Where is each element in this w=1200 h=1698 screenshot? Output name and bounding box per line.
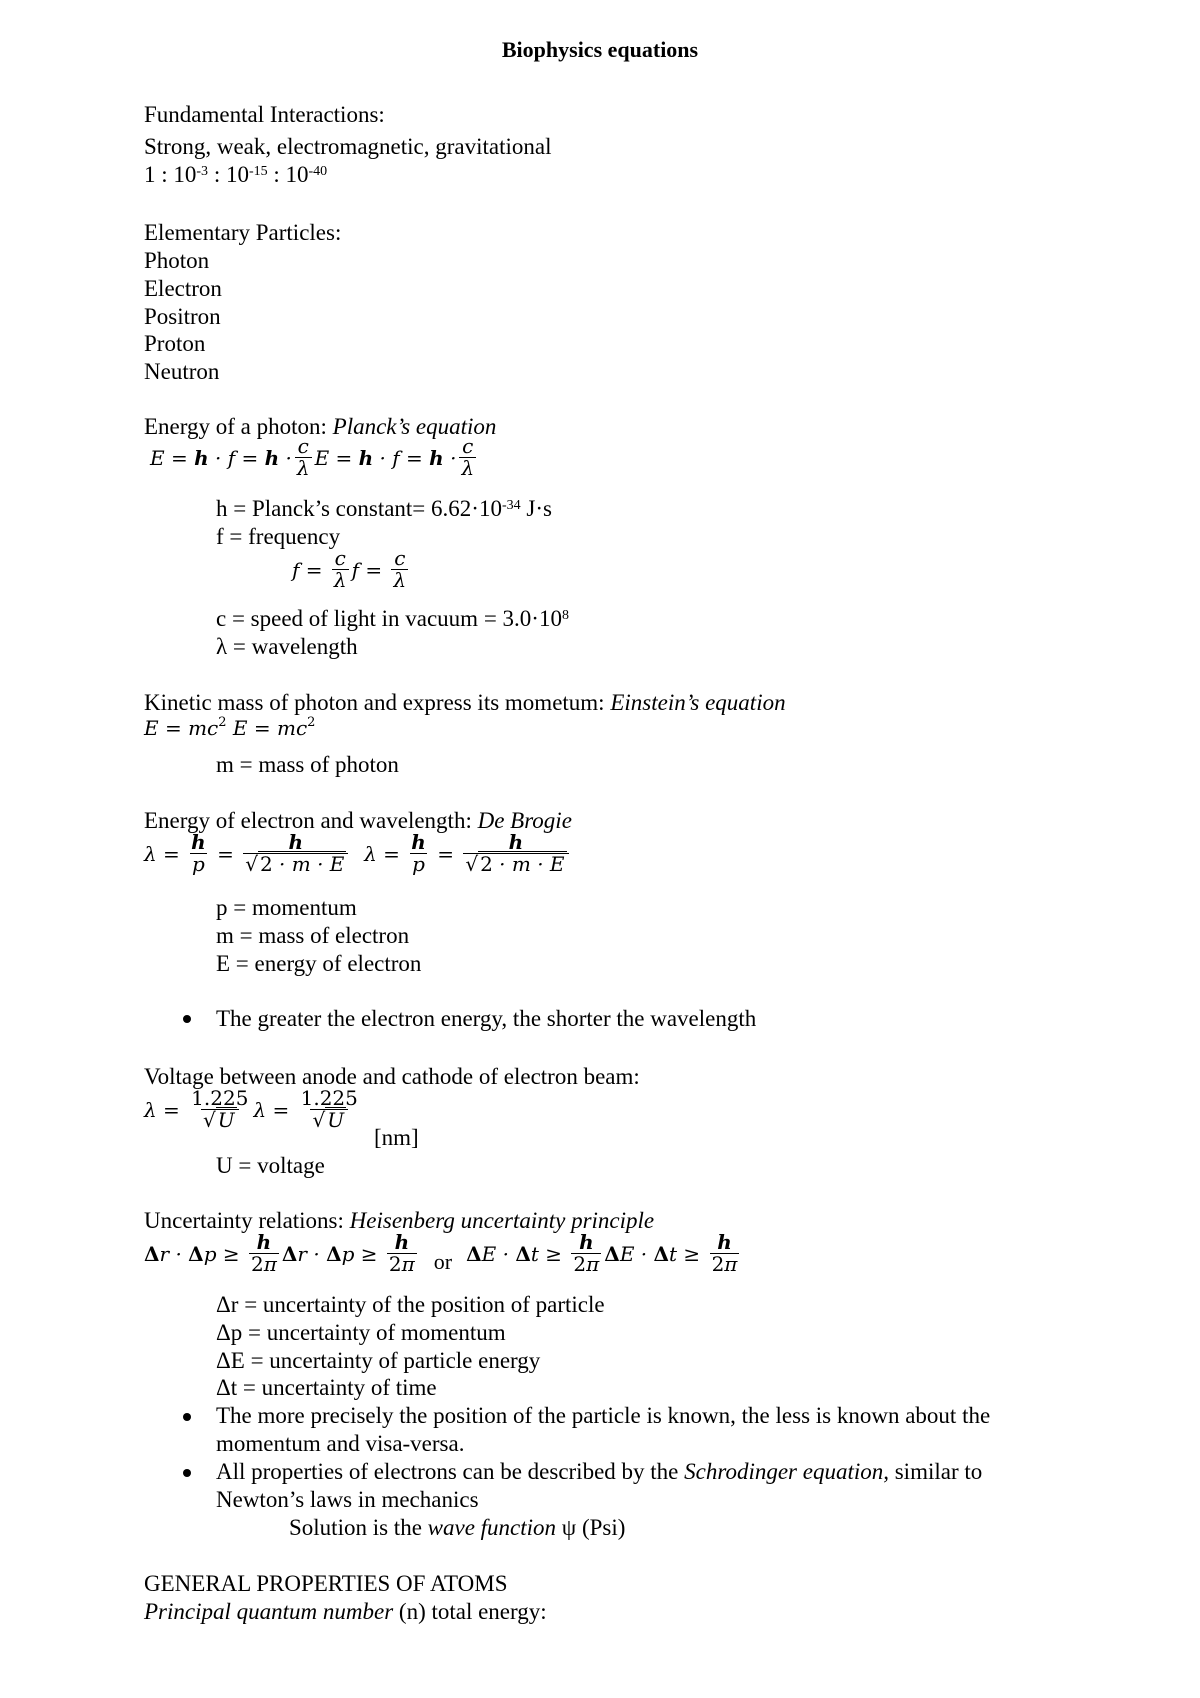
uncertainty-bullet-1: The more precisely the position of the particle is known, the less is known about the <box>216 1403 991 1428</box>
einstein-m-definition: m = mass of photon <box>216 752 399 777</box>
debroglie-heading: Energy of electron and wavelength: De Brogie <box>144 808 572 833</box>
uncertainty-bullet-1-continued: momentum and visa-versa. <box>216 1431 465 1456</box>
uncertainty-bullet-2-continued: Newton’s laws in mechanics <box>216 1487 479 1512</box>
debroglie-e-definition: E = energy of electron <box>216 951 422 976</box>
uncertainty-dp-definition: Δp = uncertainty of momentum <box>216 1320 506 1345</box>
uncertainty-heading: Uncertainty relations: Heisenberg uncertainty principle <box>144 1208 655 1233</box>
page-title: Biophysics equations <box>501 37 699 62</box>
uncertainty-dr-definition: Δr = uncertainty of the position of particle <box>216 1292 605 1317</box>
voltage-heading: Voltage between anode and cathode of electron beam: <box>144 1064 640 1089</box>
debroglie-bullet: The greater the electron energy, the shorter the wavelength <box>216 1006 757 1031</box>
einstein-equation: E = mc $^2$ E = mc $^2$ <box>144 714 316 740</box>
principal-quantum-number: Principal quantum number (n) total energy: <box>144 1599 547 1624</box>
atoms-heading: GENERAL PROPERTIES OF ATOMS <box>144 1571 508 1596</box>
particles-heading: Elementary Particles: <box>144 220 342 245</box>
debroglie-p-definition: p = momentum <box>216 895 357 920</box>
particle-item: Photon <box>144 248 210 273</box>
bullet-icon <box>183 1015 191 1023</box>
uncertainty-de-definition: ΔE = uncertainty of particle energy <box>216 1348 541 1373</box>
particle-item: Electron <box>144 276 222 301</box>
planck-lambda-definition: λ = wavelength <box>216 634 358 659</box>
particle-item: Neutron <box>144 359 220 384</box>
planck-f-definition: f = frequency <box>216 524 341 549</box>
frequency-equation: f = $\frac{c}{\lambda}$ f = $\frac{c}{\lambda}$ <box>292 546 407 592</box>
wave-function-solution: Solution is the wave function ψ (Psi) <box>289 1515 626 1540</box>
planck-equation: E = h · f = h · $\frac{c}{\lambda}$ E = h · f = h · $\frac{c}{\lambda}$ <box>150 434 475 480</box>
fundamental-ratio: 1 : $10^{-3}$ : $10^{-15}$ : $10^{-40}$ <box>144 162 328 187</box>
uncertainty-bullet-2: All properties of electrons can be described by the Schrodinger equation, similar to <box>216 1459 983 1484</box>
planck-h-definition: h = Planck’s constant= $6.62\cdot 10^{-34}$ J·s <box>216 496 552 521</box>
planck-heading: Energy of a photon: Planck’s equation <box>144 414 497 439</box>
debroglie-m-definition: m = mass of electron <box>216 923 410 948</box>
fundamental-heading: Fundamental Interactions: <box>144 102 385 127</box>
einstein-heading: Kinetic mass of photon and express its mometum: Einstein’s equation <box>144 690 786 715</box>
uncertainty-dt-definition: Δt = uncertainty of time <box>216 1375 437 1400</box>
uncertainty-equation: Δ r · Δ p ≥ $\frac{h}{2\pi}$ Δ r · Δ p ≥ $\frac{h}{2\pi}$ or Δ E · Δ t ≥ $\frac{h}{2\pi}$ Δ E · Δ t ≥ $\frac{h}{2\pi}$ <box>144 1230 738 1276</box>
bullet-icon <box>183 1413 191 1421</box>
voltage-u-definition: U = voltage <box>216 1153 325 1178</box>
particle-item: Positron <box>144 304 221 329</box>
bullet-icon <box>183 1469 191 1477</box>
voltage-equation: λ = $\frac{1.225}{√ U}$ λ = $\frac{1.225}{√ U}$ <box>144 1086 358 1132</box>
particle-item: Proton <box>144 331 206 356</box>
planck-c-definition: c = speed of light in vacuum = $3.0\cdot 10^8$ <box>216 606 569 631</box>
debroglie-equation: λ = $\frac{h}{p}$ = $\frac{h}{√ 2 \cdot m \cdot E}$ λ = $\frac{h}{p}$ = $\frac{h}{√ 2 \cdot m \cdot E}$ <box>144 832 572 875</box>
voltage-unit: [nm] <box>374 1125 419 1150</box>
fundamental-list: Strong, weak, electromagnetic, gravitational <box>144 134 552 159</box>
